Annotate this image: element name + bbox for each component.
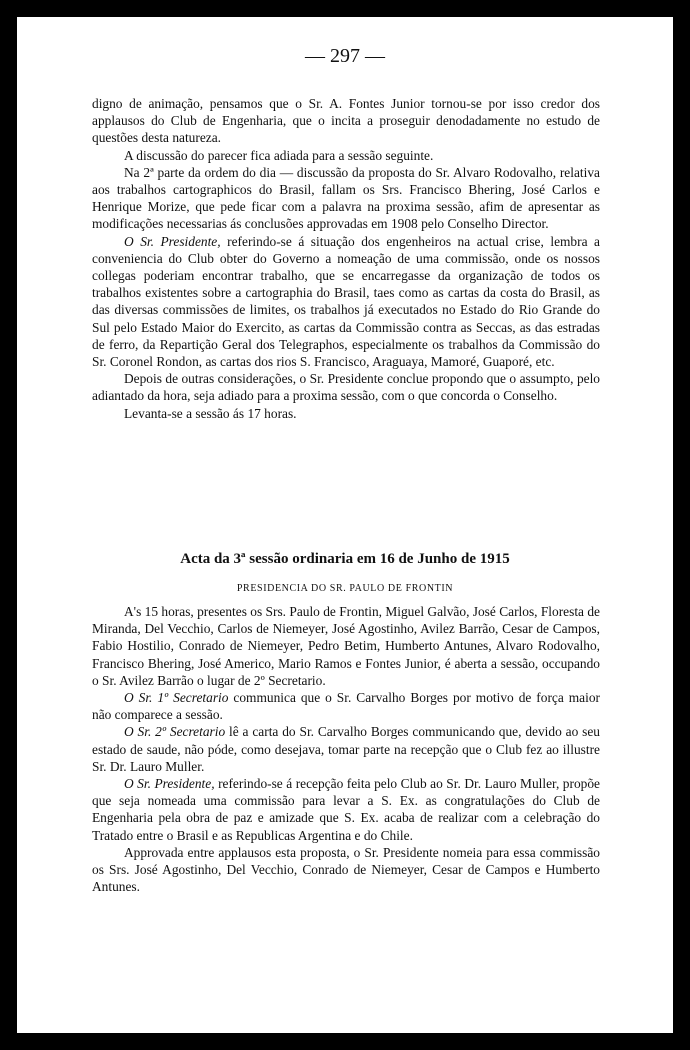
paragraph xyxy=(92,233,600,371)
speaker-label: O Sr. 2º Secretario xyxy=(124,724,226,740)
speaker-label: O Sr. 1º Secretario xyxy=(124,690,229,706)
page-number: — 297 — xyxy=(305,45,385,67)
paragraph xyxy=(92,723,600,775)
paragraph-text: communica que o Sr. Carvalho Borges por motivo de força maior não comparece a sessão. xyxy=(92,690,600,723)
document-page xyxy=(17,17,673,1033)
minutes-section-continued xyxy=(92,95,600,422)
paragraph: digno de animação, pensamos que o Sr. A. Fontes Junior tornou-se por isso credor dos applausos do Club de Engenharia, que o incita a proseguir denodadamente no estudo de questões desta natureza. xyxy=(92,96,600,146)
section-heading: Acta da 3ª sessão ordinaria em 16 de Junho de 1915 xyxy=(180,551,510,567)
paragraph-text: lê a carta do Sr. Carvalho Borges communicando que, devido ao seu estado de saude, não póde, como desejava, tomar parte na recepção que o Club fez ao illustre Sr. Dr. Lauro Muller. xyxy=(92,724,600,774)
paragraph xyxy=(92,689,600,723)
paragraph: A discussão do parecer fica adiada para a sessão seguinte. xyxy=(124,147,434,163)
speaker-label: O Sr. Presidente, xyxy=(124,233,221,249)
section-subheading: PRESIDENCIA DO SR. PAULO DE FRONTIN xyxy=(236,583,454,594)
paragraph: Approvada entre applausos esta proposta, o Sr. Presidente nomeia para essa commissão os Srs. José Agostinho, Del Vecchio, Conrado de Niemeyer, Cesar de Campos e Humberto Antunes. xyxy=(92,844,600,895)
paragraph-text: referindo-se á recepção feita pelo Club ao Sr. Dr. Lauro Muller, propõe que seja nomeada uma commissão para levar a S. Ex. as congratulações do Club de Engenharia pela obra de paz e amizade que S. Ex. acaba de realizar com a celebração do Tratado entre o Brasil e as Republicas Argentina e do Chile. xyxy=(92,776,600,843)
speaker-label: O Sr. Presidente, xyxy=(124,776,215,792)
paragraph: Depois de outras considerações, o Sr. Presidente conclue propondo que o assumpto, pelo adiantado da hora, seja adiado para a proxima sessão, com o que concorda o Conselho. xyxy=(92,371,600,404)
paragraph: Levanta-se a sessão ás 17 horas. xyxy=(124,405,297,421)
minutes-section-new xyxy=(92,603,600,895)
paragraph-text: referindo-se á situação dos engenheiros na actual crise, lembra a conveniencia do Club obter do Governo a nomeação de uma commissão, onde os nossos collegas poderiam encontrar trabalho, que se encarregasse da organização de todos os trabalhos existentes sobre a cartographia do Brasil, taes como as cartas da costa do Brasil, as das diversas commissões de limites, os trabalhos já executados no Estado do Rio Grande do Sul pelo Estado Maior do Exercito, as cartas da Commissão contra as Seccas, as das estradas de ferro, da Repartição Geral dos Telegraphos, especialmente os trabalhos da Commissão do Sr. Coronel Rondon, as cartas dos rios S. Francisco, Araguaya, Mamoré, Guaporé, etc. xyxy=(92,233,600,370)
paragraph: A's 15 horas, presentes os Srs. Paulo de Frontin, Miguel Galvão, José Carlos, Floresta de Miranda, Del Vecchio, Carlos de Niemeyer, José Agostinho, Avilez Barrão, Cesar de Campos, Fabio Hostilio, Conrado de Niemeyer, Pedro Betim, Humberto Antunes, Alvaro Rodovalho, Francisco Bhering, José Americo, Mario Ramos e Fontes Junior, é aberta a sessão, occupando o Sr. Avilez Barrão o lugar de 2º Secretario. xyxy=(92,604,600,688)
paragraph: Na 2ª parte da ordem do dia — discussão da proposta do Sr. Alvaro Rodovalho, relativa aos trabalhos cartographicos do Brasil, fallam os Srs. Francisco Bhering, José Carlos e Henrique Morize, que pede ficar com a palavra na proxima sessão, afim de apresentar as modificações necessarias ás conclusões approvadas em 1908 pelo Conselho Director. xyxy=(92,164,600,232)
paragraph xyxy=(92,775,600,844)
